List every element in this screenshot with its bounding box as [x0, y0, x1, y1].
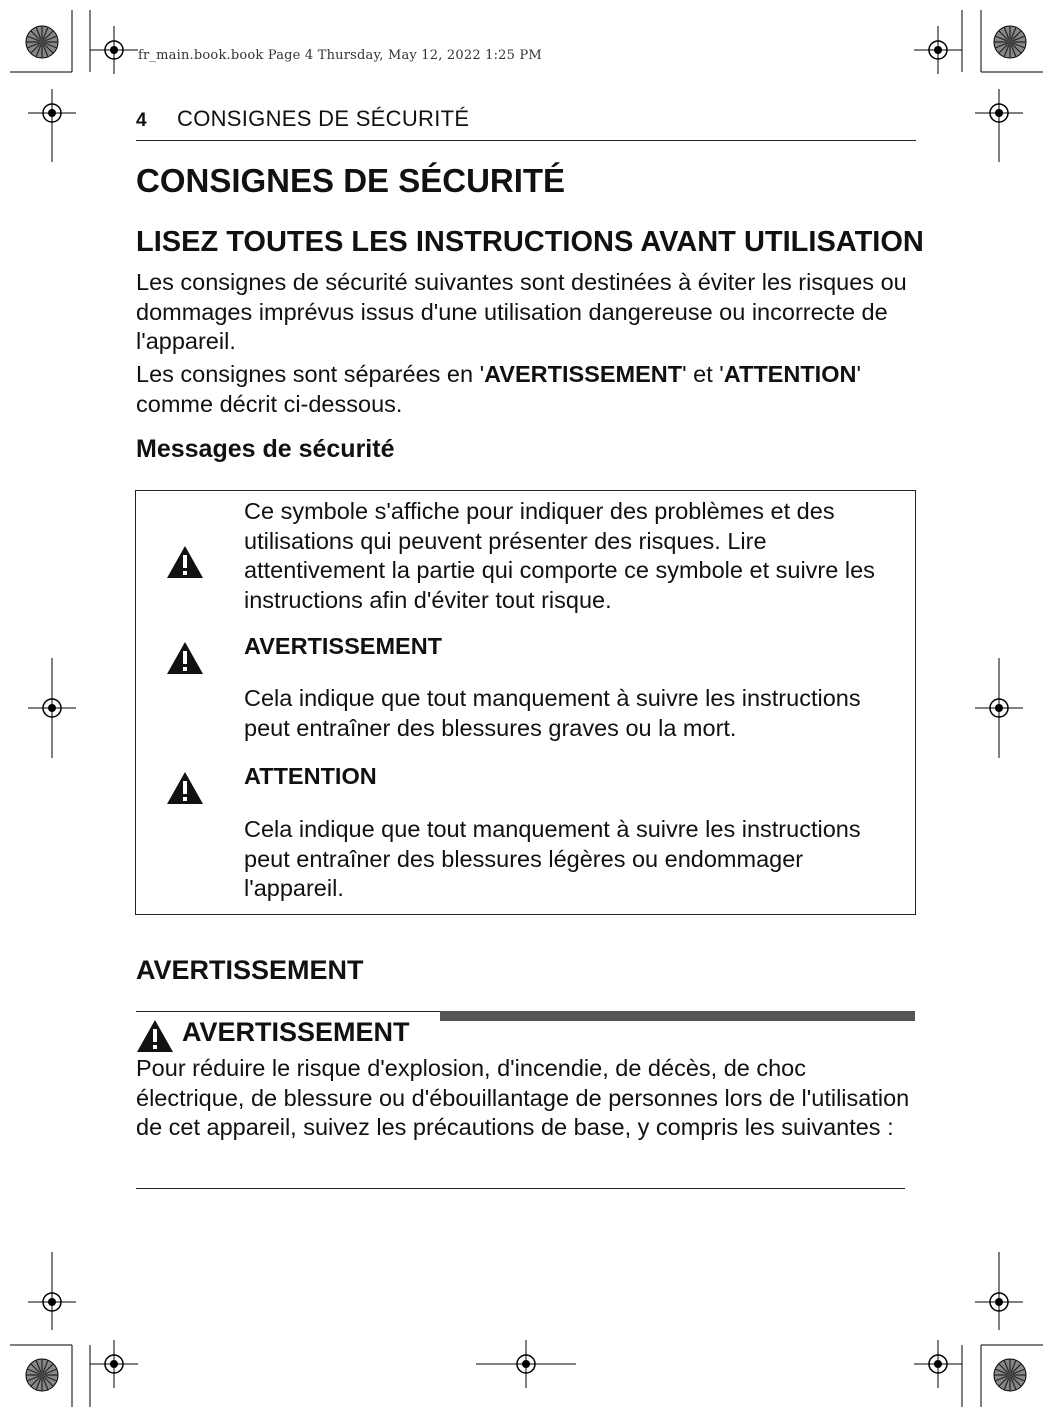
color-wheel-icon — [994, 26, 1026, 58]
running-title: CONSIGNES DE SÉCURITÉ — [177, 106, 470, 131]
warning-label: AVERTISSEMENT — [244, 633, 443, 659]
running-header — [136, 106, 916, 141]
intro-paragraph: Les consignes de sécurité suivantes sont destinées à éviter les risques ou dommages imprévus issus d'une utilisation dangereuse ou incorrecte de l'appareil. — [136, 269, 907, 354]
registration-mark-icon — [90, 1340, 138, 1388]
warning-box-title: AVERTISSEMENT — [182, 1017, 410, 1047]
color-wheel-icon — [26, 26, 58, 58]
registration-mark-icon — [914, 26, 962, 74]
print-slug: fr_main.book.book Page 4 Thursday, May 12, 2022 1:25 PM — [138, 48, 542, 63]
warning-triangle-icon — [166, 641, 204, 675]
registration-mark-icon — [914, 1340, 962, 1388]
warning-rule-thin — [136, 1011, 440, 1012]
warning-rule-thick — [440, 1011, 915, 1021]
page-title: CONSIGNES DE SÉCURITÉ — [136, 162, 566, 199]
warning-box-bottom-rule — [136, 1188, 905, 1189]
registration-mark-icon — [90, 26, 138, 74]
messages-heading: Messages de sécurité — [136, 435, 395, 463]
safety-messages-box — [135, 490, 916, 915]
warning-triangle-icon — [166, 771, 204, 805]
color-wheel-icon — [26, 1359, 58, 1391]
warning-description: Cela indique que tout manquement à suivre les instructions peut entraîner des blessures graves ou la mort. — [244, 685, 861, 741]
symbol-description: Ce symbole s'affiche pour indiquer des problèmes et des utilisations qui peuvent présenter des risques. Lire attentivement la partie qui comporte ce symbole et suivre les instructions afin d'éviter tout risque. — [244, 498, 875, 613]
page-number: 4 — [136, 110, 147, 131]
caution-description: Cela indique que tout manquement à suivre les instructions peut entraîner des blessures légères ou endommager l'appareil. — [244, 816, 861, 901]
warning-triangle-icon — [136, 1019, 174, 1053]
warning-body: Pour réduire le risque d'explosion, d'incendie, de décès, de choc électrique, de blessure ou d'ébouillantage de personnes lors de l'utilisation de cet appareil, suivez les précautions de base, y compris les suivantes : — [136, 1055, 910, 1140]
intro-paragraph-categories: Les consignes sont séparées en 'AVERTISSEMENT' et 'ATTENTION' comme décrit ci-dessous. — [136, 361, 861, 417]
warning-triangle-icon — [166, 545, 204, 579]
color-wheel-icon — [994, 1359, 1026, 1391]
warning-section-heading: AVERTISSEMENT — [136, 955, 364, 985]
read-all-heading: LISEZ TOUTES LES INSTRUCTIONS AVANT UTILISATION — [136, 226, 924, 258]
caution-label: ATTENTION — [244, 763, 377, 789]
